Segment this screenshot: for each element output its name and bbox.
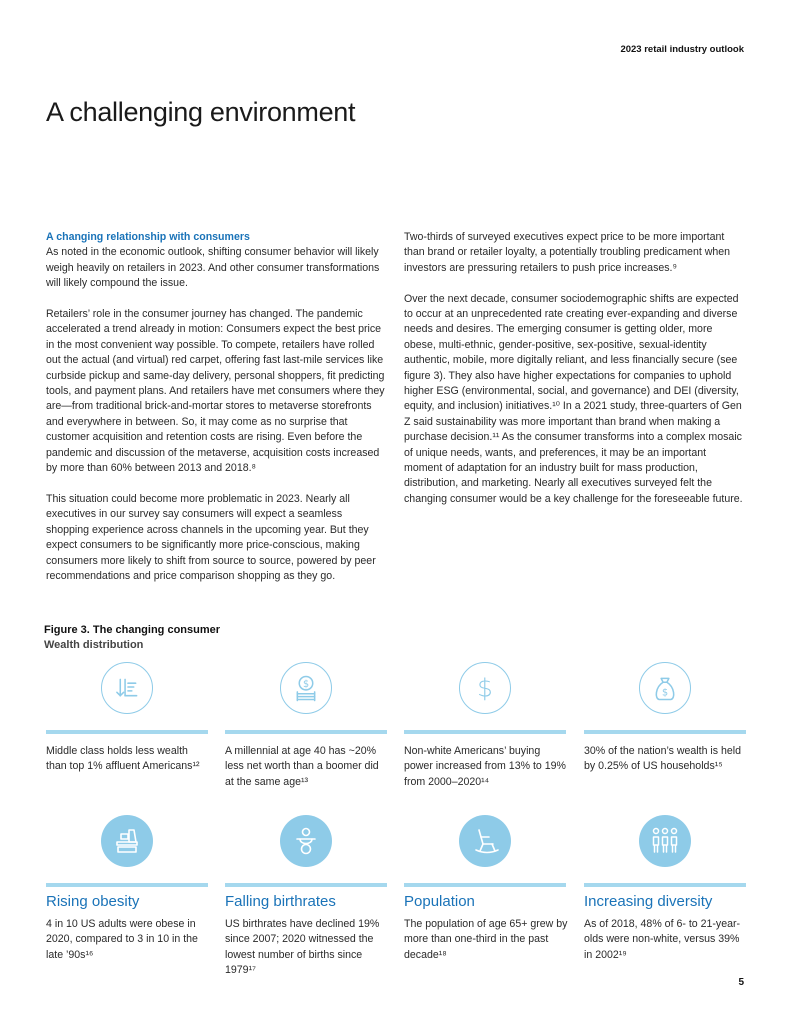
card-text: US birthrates have declined 19% since 2007; 2020 witnessed the lowest number of births since 1979¹⁷ (225, 918, 380, 977)
dollar-icon (459, 662, 511, 714)
section-subhead: A changing relationship with consumers (46, 231, 250, 243)
declining-bars-icon (101, 662, 153, 714)
card-text: As of 2018, 48% of 6- to 21-year-olds were non-white, versus 39% in 2002¹⁹ (584, 918, 741, 961)
people-group-icon (639, 815, 691, 867)
card-divider (584, 730, 746, 734)
figure-title: Figure 3. The changing consumer (44, 624, 221, 636)
card-text: Non-white Americans’ buying power increased from 13% to 19% from 2000–2020¹⁴ (404, 745, 566, 788)
card-heading: Rising obesity (46, 893, 140, 910)
svg-text:$: $ (302, 679, 310, 691)
money-bag-icon (639, 662, 691, 714)
card-divider (404, 730, 566, 734)
left-column (46, 230, 386, 600)
card-heading: Population (404, 893, 475, 910)
card-text: 4 in 10 US adults were obese in 2020, compared to 3 in 10 in the late ’90s¹⁶ (46, 918, 198, 961)
left-paragraph-3: This situation could become more problematic in 2023. Nearly all executives in our survey say consumers will expect a seamless shopping experience across channels in the upcoming year. But they expect consumers to be significantly more price-conscious, making consumers more likely to shift from source to source, powered by peer recommendations and price comparison shopping as they go. (46, 492, 376, 582)
right-column (404, 230, 746, 523)
card-text: Middle class holds less wealth than top 1% affluent Americans¹² (46, 745, 200, 773)
card-divider (404, 883, 566, 887)
coin-stack-icon (280, 662, 332, 714)
card-text: The population of age 65+ grew by more than one-third in the past decade¹⁸ (404, 918, 568, 961)
svg-text:$: $ (477, 673, 493, 703)
card-text: 30% of the nation’s wealth is held by 0.25% of US households¹⁵ (584, 745, 742, 773)
card-divider (46, 730, 208, 734)
left-paragraph-1: A changing relationship with consumers As noted in the economic outlook, shifting consumer behavior will likely weigh heavily on retailers in 2023. And other consumer transformations will likely compound the issue. (46, 230, 386, 292)
page-title: A challenging environment (46, 97, 356, 127)
food-icon (101, 815, 153, 867)
right-paragraph-2: Over the next decade, consumer sociodemographic shifts are expected to occur at an unprecedented rate creating ever-expanding and diverse needs and desires. The emerging consumer is getting older, more obese, multi-ethnic, gender-positive, sex-positive, sexual-identity authentic, mobile, more digitally reliant, and less financially secure (see figure 3). They also have higher expectations for companies to uphold higher ESG (environmental, social, and governance) and DEI (diversity, equity, and inclusion) initiatives.¹⁰ In a 2021 study, three-quarters of Gen Z said sustainability was more important than brand when making a purchase decision.¹¹ As the consumer transforms into a complex mosaic of unique needs, wants, and preferences, it may be an important moment of adaptation for an industry built for mass production, distribution, and marketing. Nearly all executives surveyed felt the changing consumer would be a key challenge for the foreseeable future. (404, 292, 743, 505)
card-divider (584, 883, 746, 887)
card-divider (46, 883, 208, 887)
pacifier-icon (280, 815, 332, 867)
left-paragraph-2: Retailers’ role in the consumer journey has changed. The pandemic accelerated a trend already in motion: Consumers expect the best price in the most convenient way possible. To compete, retailers have rolled out the actual (and virtual) red carpet, offering fast last-mile services like curbside pickup and same-day delivery, personal shoppers, fit predicting tools, and payment plans. And retailers have met consumers where they are—from traditional brick-and-mortar stores to metaverse storefronts and everywhere in between. So, it may come as no surprise that customer acquisition and retention costs are rising. Even before the pandemic and discussion of the metaverse, acquisition costs increased by more than 60% between 2013 and 2018.⁸ (46, 308, 385, 475)
card-divider (225, 883, 387, 887)
rocking-chair-icon (459, 815, 511, 867)
page-number: 5 (738, 977, 744, 988)
card-text: A millennial at age 40 has ~20% less net worth than a boomer did at the same age¹³ (225, 745, 379, 788)
figure-subtitle: Wealth distribution (44, 639, 144, 651)
card-divider (225, 730, 387, 734)
card-heading: Falling birthrates (225, 893, 336, 910)
report-header: 2023 retail industry outlook (620, 44, 744, 55)
card-heading: Increasing diversity (584, 893, 713, 910)
right-paragraph-1: Two-thirds of surveyed executives expect price to be more important than brand or retailer loyalty, a potentially troubling predicament when investors are pressuring retailers to push price increases.⁹ (404, 231, 731, 274)
svg-text:$: $ (661, 687, 669, 699)
